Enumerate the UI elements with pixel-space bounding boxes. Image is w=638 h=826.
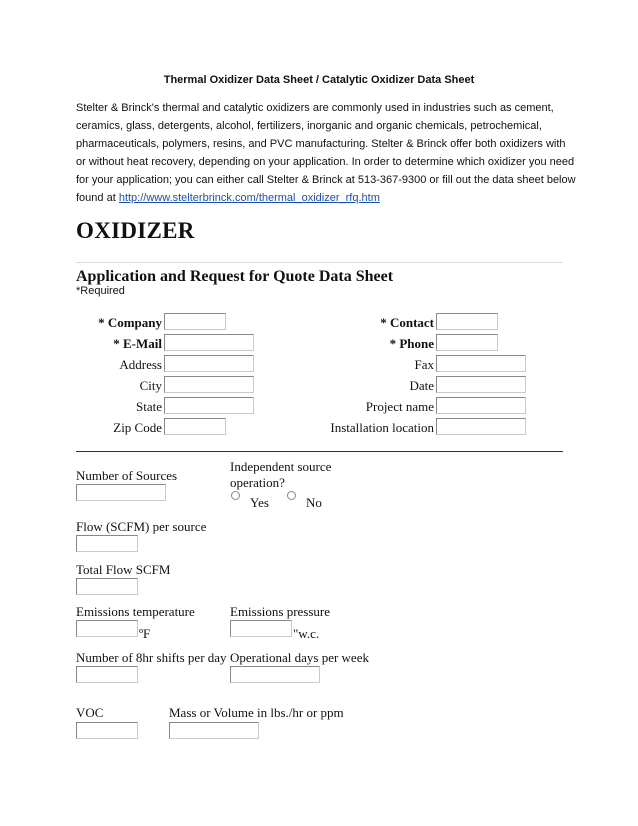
number-of-sources-input[interactable]	[76, 484, 166, 501]
operational-days-input[interactable]	[230, 666, 320, 683]
company-input[interactable]	[164, 313, 226, 330]
independent-no-radio[interactable]	[287, 491, 296, 500]
emissions-temperature-label: Emissions temperature	[76, 604, 195, 619]
page-heading: OXIDIZER	[76, 218, 195, 243]
independent-yes-radio[interactable]	[231, 491, 240, 500]
divider	[76, 262, 563, 263]
city-label: City	[139, 378, 162, 393]
email-label: * E-Mail	[113, 336, 162, 351]
date-label: Date	[409, 378, 434, 393]
installation-location-label: Installation location	[330, 420, 434, 435]
shifts-per-day-label: Number of 8hr shifts per day	[76, 650, 227, 665]
total-flow-input[interactable]	[76, 578, 138, 595]
temperature-unit: ºF	[139, 626, 151, 641]
company-label: * Company	[98, 315, 162, 330]
zip-code-input[interactable]	[164, 418, 226, 435]
address-input[interactable]	[164, 355, 254, 372]
voc-label: VOC	[76, 705, 104, 720]
section-divider	[76, 451, 563, 452]
required-note: *Required	[76, 285, 125, 297]
flow-per-source-label: Flow (SCFM) per source	[76, 519, 207, 534]
state-input[interactable]	[164, 397, 254, 414]
phone-label: * Phone	[389, 336, 434, 351]
shifts-per-day-input[interactable]	[76, 666, 138, 683]
installation-location-input[interactable]	[436, 418, 526, 435]
mass-or-volume-label: Mass or Volume in lbs./hr or ppm	[169, 705, 344, 720]
intro-paragraph	[76, 99, 576, 207]
pressure-unit: "w.c.	[293, 626, 320, 641]
zip-code-label: Zip Code	[113, 420, 162, 435]
address-label: Address	[119, 357, 162, 372]
form-subheading: Application and Request for Quote Data Sheet	[76, 268, 394, 285]
yes-label: Yes	[250, 495, 269, 510]
project-name-input[interactable]	[436, 397, 526, 414]
document-title: Thermal Oxidizer Data Sheet / Catalytic Oxidizer Data Sheet	[163, 74, 475, 86]
state-label: State	[136, 399, 162, 414]
independent-source-label: Independent source operation?	[230, 459, 332, 490]
fax-input[interactable]	[436, 355, 526, 372]
total-flow-label: Total Flow SCFM	[76, 562, 171, 577]
operational-days-label: Operational days per week	[230, 650, 369, 665]
flow-per-source-input[interactable]	[76, 535, 138, 552]
contact-input[interactable]	[436, 313, 498, 330]
phone-input[interactable]	[436, 334, 498, 351]
emissions-pressure-input[interactable]	[230, 620, 292, 637]
fax-label: Fax	[414, 357, 434, 372]
no-label: No	[306, 495, 322, 510]
contact-label: * Contact	[380, 315, 434, 330]
city-input[interactable]	[164, 376, 254, 393]
project-name-label: Project name	[365, 399, 434, 414]
intro-text: Stelter & Brinck's thermal and catalytic oxidizers are commonly used in industries such as cement, ceramics, glass, detergents, alcohol, fertilizers, inorganic and organic chemicals, petrochemical, pharmaceuticals, polymers, resins, and PVC manufacturing. Stelter & Brinck offer both oxidizers with or without heat recovery, depending on your application. In order to determine which oxidizer you need for your application; you can either call Stelter & Brinck at 513-367-9300 or fill out the data sheet below found at	[76, 102, 576, 204]
voc-input[interactable]	[76, 722, 138, 739]
number-of-sources-label: Number of Sources	[76, 468, 178, 483]
emissions-pressure-label: Emissions pressure	[230, 604, 331, 619]
date-input[interactable]	[436, 376, 526, 393]
mass-or-volume-input[interactable]	[169, 722, 259, 739]
emissions-temperature-input[interactable]	[76, 620, 138, 637]
email-input[interactable]	[164, 334, 254, 351]
rfq-link[interactable]: http://www.stelterbrinck.com/thermal_oxidizer_rfq.htm	[118, 192, 380, 204]
